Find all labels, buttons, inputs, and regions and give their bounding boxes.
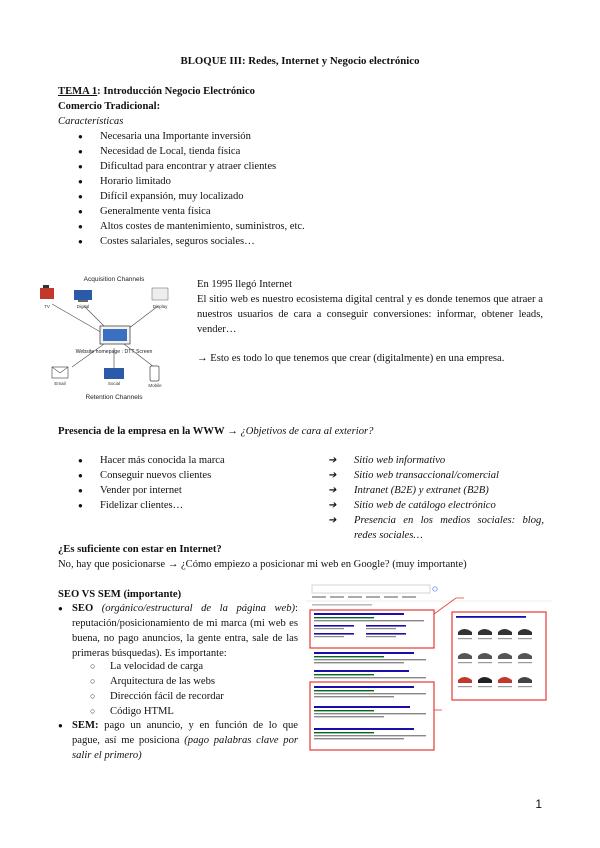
display-icon <box>152 288 168 300</box>
digital-icon <box>74 290 92 302</box>
suficiente-answer: No, hay que posicionarse → ¿Cómo empiezo a posicionar mi web en Google? (muy importante) <box>58 559 467 570</box>
site-types-list <box>328 453 544 543</box>
presencia-italic: ¿Objetivos de cara al exterior? <box>240 426 374 437</box>
presencia-heading <box>58 424 373 439</box>
seo-label: SEO <box>72 603 94 614</box>
search-box <box>312 585 430 593</box>
presencia-bold: Presencia de la empresa en la WWW <box>58 426 225 437</box>
acquisition-label: Acquisition Channels <box>83 276 145 283</box>
list-item: ● Costes salariales, seguros sociales… <box>64 234 305 249</box>
esto-todo-line: → Esto es todo lo que tenemos que crear (digitalmente) en una empresa. <box>197 353 505 364</box>
suficiente-question: ¿Es suficiente con estar en Internet? <box>58 544 222 555</box>
seo-paren: (orgánico/estructural de la página web) <box>101 603 296 614</box>
seo-factors-list <box>84 659 224 719</box>
social-label: Social <box>107 381 121 386</box>
seo-text: : reputación/posicionamiento de mi marca (mi web es buena, no pago anuncios, la gente entra, sale de las primeras búsquedas). Es importante: <box>72 603 298 659</box>
presencia-arrow: → <box>224 426 241 437</box>
sem-label: SEM: <box>72 720 99 731</box>
list-item: ○ La velocidad de carga <box>84 659 224 674</box>
email-label: Email <box>54 381 66 386</box>
list-item: ● Difícil expansión, muy localizado <box>64 189 305 204</box>
list-item: ➔ Sitio web transaccional/comercial <box>328 468 544 483</box>
retention-label: Retention Channels <box>85 394 143 401</box>
bullet-icon: ● <box>58 604 63 613</box>
tema-title: : Introducción Negocio Electrónico <box>97 86 255 97</box>
social-icon <box>104 368 124 379</box>
caracteristicas-label: Características <box>58 116 124 127</box>
sem-italic: (pago palabras clave por salir el primero) <box>72 735 298 761</box>
serp-screenshot <box>306 582 552 754</box>
list-item: ● Horario limitado <box>64 174 305 189</box>
digital-label: Digital <box>76 304 90 309</box>
list-item: ➔ Sitio web de catálogo electrónico <box>328 498 544 513</box>
presencia-goals-list <box>64 453 225 513</box>
list-item: ● Necesaria una Importante inversión <box>64 129 305 144</box>
list-item: ● Generalmente venta física <box>64 204 305 219</box>
sem-block <box>58 718 298 763</box>
list-item: ● Conseguir nuevos clientes <box>64 468 225 483</box>
seo-block <box>58 601 298 661</box>
list-item: ○ Arquitectura de las webs <box>84 674 224 689</box>
email-icon <box>52 367 68 378</box>
bullet-icon: ● <box>58 721 63 730</box>
mobile-icon <box>150 366 159 381</box>
website-icon <box>100 326 130 344</box>
sem-text: pago un anuncio, y en función de lo que pague, así me posiciona <box>72 720 298 746</box>
display-label: Display <box>152 304 168 309</box>
list-item: ● Vender por internet <box>64 483 225 498</box>
list-item: ○ Dirección fácil de recordar <box>84 689 224 704</box>
traditional-commerce-list <box>64 129 305 249</box>
list-item: ➔ Sitio web informativo <box>328 453 544 468</box>
tema-label: TEMA 1 <box>58 86 98 97</box>
list-item: ● Hacer más conocida la marca <box>64 453 225 468</box>
seo-sem-heading: SEO VS SEM (importante) <box>58 589 182 600</box>
list-item: ● Altos costes de mantenimiento, suministros, etc. <box>64 219 305 234</box>
mobile-label: Mobile <box>148 383 162 388</box>
tema-heading <box>58 84 255 99</box>
comercio-heading: Comercio Tradicional: <box>58 101 161 112</box>
list-item: ● Fidelizar clientes… <box>64 498 225 513</box>
list-item: ● Necesidad de Local, tienda física <box>64 144 305 159</box>
list-item: ● Dificultad para encontrar y atraer clientes <box>64 159 305 174</box>
tv-icon <box>40 285 54 299</box>
page-number: 1 <box>535 797 542 811</box>
channels-diagram <box>34 272 194 404</box>
document-title: BLOQUE III: Redes, Internet y Negocio electrónico <box>180 55 420 67</box>
list-item: ➔ Intranet (B2E) y extranet (B2B) <box>328 483 544 498</box>
sitio-web-paragraph: El sitio web es nuestro ecosistema digital central y es donde tenemos que atraer a nuestros usuarios de cara a conseguir conversiones: informar, obtener leads, vender… <box>197 294 543 335</box>
internet-1995: En 1995 llegó Internet <box>197 279 293 290</box>
list-item: ➔ Presencia en los medios sociales: blog, redes sociales… <box>328 513 544 543</box>
list-item: ○ Código HTML <box>84 704 224 719</box>
tv-label: TV <box>44 304 50 309</box>
website-label: Website homepage : DTT Screen <box>75 349 153 355</box>
